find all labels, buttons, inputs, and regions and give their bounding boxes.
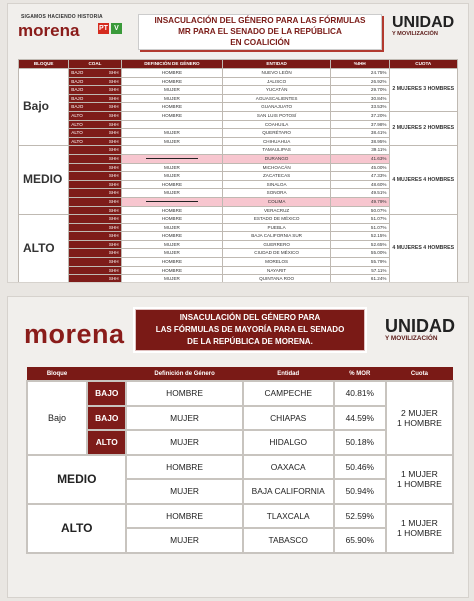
pct-cell: 51.07% bbox=[331, 215, 390, 224]
table-row bbox=[27, 504, 453, 529]
quota-cell bbox=[386, 455, 453, 504]
entity-cell: HIDALGO bbox=[243, 430, 334, 455]
gender-cell: MUJER bbox=[126, 430, 242, 455]
gender-text: HOMBRE bbox=[161, 181, 183, 187]
table-row bbox=[19, 146, 458, 155]
gender-cell bbox=[121, 86, 223, 95]
header-genero: DEFINICIÓN DE GÉNERO bbox=[121, 60, 223, 69]
level-cell: ALTO bbox=[87, 430, 126, 455]
gender-cell bbox=[121, 189, 223, 198]
coal-code: SHH bbox=[108, 78, 119, 84]
entity-cell: NUEVO LEÓN bbox=[223, 69, 331, 78]
morena-title-box bbox=[135, 309, 365, 351]
gender-text: MUJER bbox=[164, 241, 180, 247]
gender-cell bbox=[121, 137, 223, 146]
entity-cell: NAYARIT bbox=[223, 266, 331, 275]
gender-cell bbox=[121, 223, 223, 232]
entity-cell: SONORA bbox=[223, 189, 331, 198]
gender-cell bbox=[121, 146, 223, 155]
entity-cell: GUERRERO bbox=[223, 240, 331, 249]
gender-cell bbox=[121, 172, 223, 181]
pct-cell: 50.18% bbox=[334, 430, 386, 455]
header-bloque: Bloque bbox=[27, 367, 87, 381]
entity-cell: TLAXCALA bbox=[243, 504, 334, 529]
level-tag: BAJO bbox=[71, 87, 84, 93]
coal-cell bbox=[69, 249, 121, 258]
coal-cell bbox=[69, 240, 121, 249]
coal-code: SHH bbox=[108, 181, 119, 187]
level-tag: ALTO bbox=[71, 112, 83, 118]
gender-cell bbox=[121, 240, 223, 249]
entity-cell: DURANGO bbox=[223, 154, 331, 163]
gender-text: MUJER bbox=[164, 164, 180, 170]
gender-cell bbox=[121, 249, 223, 258]
coal-code: SHH bbox=[108, 216, 119, 222]
unidad-text: UNIDAD bbox=[385, 316, 455, 336]
coalition-title-box bbox=[138, 14, 382, 50]
table-row bbox=[19, 215, 458, 224]
entity-cell: CIUDAD DE MÉXICO bbox=[223, 249, 331, 258]
morena-logo: morena bbox=[18, 21, 80, 40]
coal-code: SHH bbox=[108, 207, 119, 213]
coal-cell bbox=[69, 232, 121, 241]
header-entidad: Entidad bbox=[243, 367, 334, 381]
pct-cell: 44.59% bbox=[334, 406, 386, 431]
quota-line: 1 HOMBRE bbox=[396, 528, 442, 538]
header-cuota: Cuota bbox=[386, 367, 453, 381]
gender-cell: MUJER bbox=[126, 528, 242, 553]
pct-cell: 52.15% bbox=[331, 232, 390, 241]
entity-cell: YUCATÁN bbox=[223, 86, 331, 95]
gender-text: MUJER bbox=[164, 173, 180, 179]
pct-cell: 50.07% bbox=[331, 206, 390, 215]
table-row bbox=[27, 381, 453, 406]
coal-cell bbox=[69, 129, 121, 138]
gender-text: MUJER bbox=[164, 130, 180, 136]
quota-cell bbox=[386, 504, 453, 553]
level-tag: BAJO bbox=[71, 70, 84, 75]
coal-code: SHH bbox=[108, 233, 119, 239]
gender-cell bbox=[121, 275, 223, 283]
quota-cell bbox=[386, 381, 453, 455]
coal-cell bbox=[69, 154, 121, 163]
block-label bbox=[19, 215, 69, 283]
coal-cell bbox=[69, 275, 121, 283]
coal-cell bbox=[69, 215, 121, 224]
header-pct: % MOR bbox=[334, 367, 386, 381]
pct-cell: 40.81% bbox=[334, 381, 386, 406]
gender-cell bbox=[121, 258, 223, 267]
coal-code: SHH bbox=[108, 104, 119, 110]
entity-cell: ESTADO DE MÉXICO bbox=[223, 215, 331, 224]
quota-line: 2 MUJER bbox=[401, 407, 438, 418]
entity-cell: AGUASCALIENTES bbox=[223, 94, 331, 103]
gender-text: HOMBRE bbox=[161, 216, 183, 222]
gender-text: MUJER bbox=[164, 250, 180, 256]
gender-cell bbox=[121, 103, 223, 112]
gender-text: HOMBRE bbox=[161, 233, 183, 239]
gender-text: MUJER bbox=[164, 95, 180, 101]
pct-cell: 29.70% bbox=[331, 86, 390, 95]
pct-cell: 26.92% bbox=[331, 77, 390, 86]
table-row bbox=[27, 455, 453, 480]
header-spacer bbox=[87, 367, 126, 381]
pct-cell: 52.59% bbox=[334, 504, 386, 529]
gender-cell bbox=[121, 129, 223, 138]
pct-cell: 50.94% bbox=[334, 479, 386, 504]
level-cell: BAJO bbox=[87, 406, 126, 431]
gender-cell: HOMBRE bbox=[126, 381, 242, 406]
pct-cell: 39.11% bbox=[331, 146, 390, 155]
entity-cell: OAXACA bbox=[243, 455, 334, 480]
quota-line: 1 MUJER bbox=[401, 518, 438, 528]
coal-cell bbox=[69, 189, 121, 198]
title-line: INSACULACIÓN DEL GÉNERO PARA bbox=[179, 313, 321, 322]
level-tag: ALTO bbox=[71, 138, 83, 144]
coal-code: SHH bbox=[108, 70, 119, 75]
block-label: ALTO bbox=[27, 504, 126, 553]
gender-cell bbox=[121, 163, 223, 172]
level-tag: BAJO bbox=[71, 95, 84, 101]
unidad-logo bbox=[392, 15, 454, 37]
gender-cell bbox=[121, 232, 223, 241]
entity-cell: GUANAJUATO bbox=[223, 103, 331, 112]
gender-text: MUJER bbox=[164, 138, 180, 144]
pct-cell: 48.60% bbox=[331, 180, 390, 189]
header-cuota: CUOTA bbox=[389, 60, 458, 69]
gender-text: MUJER bbox=[164, 276, 180, 282]
gender-text: HOMBRE bbox=[161, 259, 183, 265]
header-entidad: ENTIDAD bbox=[223, 60, 331, 69]
quota-cell: 4 MUJERES 4 HOMBRES bbox=[389, 146, 458, 215]
pct-cell: 55.00% bbox=[331, 249, 390, 258]
gender-cell bbox=[121, 77, 223, 86]
entity-cell: SAN LUIS POTOSÍ bbox=[223, 111, 331, 120]
entity-cell: QUINTANA ROO bbox=[223, 275, 331, 283]
level-tag: BAJO bbox=[71, 104, 84, 110]
coal-code: SHH bbox=[108, 259, 119, 265]
gender-cell: HOMBRE bbox=[126, 504, 242, 529]
quota-cell: 2 MUJERES 3 HOMBRES bbox=[389, 69, 458, 112]
block-label: Bajo bbox=[27, 381, 87, 455]
title-line: EN COALICIÓN bbox=[230, 38, 290, 47]
coal-cell bbox=[69, 180, 121, 189]
coal-code: SHH bbox=[108, 112, 119, 118]
gender-cell: MUJER bbox=[126, 479, 242, 504]
coal-code: SHH bbox=[108, 241, 119, 247]
pct-cell: 52.65% bbox=[331, 240, 390, 249]
block-label: MEDIO bbox=[27, 455, 126, 504]
entity-cell: TAMAULIPAS bbox=[223, 146, 331, 155]
coal-code: SHH bbox=[108, 164, 119, 170]
table-row bbox=[19, 69, 458, 78]
entity-cell: BAJA CALIFORNIA SUR bbox=[223, 232, 331, 241]
pct-cell: 30.84% bbox=[331, 94, 390, 103]
coal-code: SHH bbox=[108, 155, 119, 161]
block-label bbox=[19, 146, 69, 215]
gender-text: HOMBRE bbox=[161, 112, 183, 118]
gender-text: MUJER bbox=[164, 224, 180, 230]
pct-cell: 51.07% bbox=[331, 223, 390, 232]
coal-cell bbox=[69, 266, 121, 275]
level-tag: BAJO bbox=[71, 78, 84, 84]
coal-code: SHH bbox=[108, 198, 119, 204]
strikeout-line bbox=[146, 158, 198, 159]
coal-cell bbox=[69, 111, 121, 120]
coal-cell bbox=[69, 86, 121, 95]
title-line: LAS FÓRMULAS DE MAYORÍA PARA EL SENADO bbox=[155, 325, 345, 334]
pct-cell: 47.33% bbox=[331, 172, 390, 181]
block-name: MEDIO bbox=[23, 172, 63, 187]
title-line: DE LA REPÚBLICA DE MORENA. bbox=[187, 337, 313, 346]
gender-text: HOMBRE bbox=[161, 70, 183, 75]
movilizacion-text: Y MOVILIZACIÓN bbox=[392, 31, 438, 37]
block-name: Bajo bbox=[23, 99, 50, 114]
pct-cell: 24.75% bbox=[331, 69, 390, 78]
gender-text: HOMBRE bbox=[161, 78, 183, 84]
coal-code: SHH bbox=[108, 147, 119, 153]
title-line: MR PARA EL SENADO DE LA REPÚBLICA bbox=[178, 27, 342, 36]
party-logos bbox=[98, 23, 122, 34]
gender-text: HOMBRE bbox=[161, 207, 183, 213]
entity-cell: PUEBLA bbox=[223, 223, 331, 232]
entity-cell: CHIHUAHUA bbox=[223, 137, 331, 146]
gender-cell bbox=[121, 154, 223, 163]
gender-text: MUJER bbox=[164, 87, 180, 93]
morena-logo: morena bbox=[24, 319, 125, 349]
pt-logo-icon: PT bbox=[99, 25, 108, 32]
entity-cell: MICHOACÁN bbox=[223, 163, 331, 172]
unidad-logo bbox=[385, 317, 455, 342]
coal-code: SHH bbox=[108, 95, 119, 101]
gender-text: HOMBRE bbox=[161, 104, 183, 110]
coal-code: SHH bbox=[108, 267, 119, 273]
header-bloque: BLOQUE bbox=[19, 60, 69, 69]
coal-code: SHH bbox=[108, 138, 119, 144]
quota-cell: 4 MUJERES 4 HOMBRES bbox=[389, 215, 458, 283]
gender-text: MUJER bbox=[164, 190, 180, 196]
morena-table bbox=[26, 367, 454, 554]
strikeout-line bbox=[146, 201, 198, 202]
gender-cell bbox=[121, 197, 223, 206]
entity-cell: VERACRUZ bbox=[223, 206, 331, 215]
entity-cell: MORELOS bbox=[223, 258, 331, 267]
header-coal: COAL bbox=[69, 60, 121, 69]
level-tag: ALTO bbox=[71, 121, 83, 127]
coal-cell bbox=[69, 258, 121, 267]
entity-cell: CAMPECHE bbox=[243, 381, 334, 406]
gender-text: HOMBRE bbox=[161, 267, 183, 273]
gender-cell bbox=[121, 180, 223, 189]
pct-cell: 49.51% bbox=[331, 189, 390, 198]
pct-cell: 37.98% bbox=[331, 120, 390, 129]
entity-cell: QUERÉTARO bbox=[223, 129, 331, 138]
coal-code: SHH bbox=[108, 224, 119, 230]
pct-cell: 50.46% bbox=[334, 455, 386, 480]
pct-cell: 37.20% bbox=[331, 111, 390, 120]
unidad-text: UNIDAD bbox=[392, 14, 455, 31]
coal-cell bbox=[69, 103, 121, 112]
coal-code: SHH bbox=[108, 121, 119, 127]
coal-cell bbox=[69, 172, 121, 181]
gender-cell bbox=[121, 69, 223, 78]
level-tag: ALTO bbox=[71, 130, 83, 136]
header-pct: %IHH bbox=[331, 60, 390, 69]
gender-cell: HOMBRE bbox=[126, 455, 242, 480]
coal-cell bbox=[69, 120, 121, 129]
pct-cell: 57.11% bbox=[331, 266, 390, 275]
coal-cell bbox=[69, 197, 121, 206]
table-row bbox=[19, 111, 458, 120]
pct-cell: 55.79% bbox=[331, 258, 390, 267]
coal-code: SHH bbox=[108, 250, 119, 256]
movilizacion-text: Y MOVILIZACIÓN bbox=[385, 335, 438, 342]
coal-code: SHH bbox=[108, 190, 119, 196]
block-label bbox=[19, 69, 69, 146]
pct-cell: 49.79% bbox=[331, 197, 390, 206]
tagline: SIGAMOS HACIENDO HISTORIA bbox=[21, 14, 103, 20]
entity-cell: CHIAPAS bbox=[243, 406, 334, 431]
coal-cell bbox=[69, 69, 121, 78]
quota-cell: 2 MUJERES 2 HOMBRES bbox=[389, 111, 458, 145]
gender-cell bbox=[121, 266, 223, 275]
title-line: INSACULACIÓN DEL GÉNERO PARA LAS FÓRMULAS bbox=[154, 16, 366, 25]
pct-cell: 45.00% bbox=[331, 163, 390, 172]
coalition-panel bbox=[7, 3, 469, 283]
coal-code: SHH bbox=[108, 173, 119, 179]
coal-cell bbox=[69, 146, 121, 155]
entity-cell: COAHUILA bbox=[223, 120, 331, 129]
coalition-table bbox=[18, 59, 458, 283]
morena-panel bbox=[7, 296, 469, 598]
pct-cell: 33.53% bbox=[331, 103, 390, 112]
entity-cell: JALISCO bbox=[223, 77, 331, 86]
coal-code: SHH bbox=[108, 276, 119, 282]
coal-cell bbox=[69, 206, 121, 215]
entity-cell: COLIMA bbox=[223, 197, 331, 206]
coal-cell bbox=[69, 223, 121, 232]
block-name: ALTO bbox=[23, 241, 55, 256]
pvem-logo-icon: V bbox=[111, 23, 122, 34]
quota-line: 1 HOMBRE bbox=[396, 417, 442, 428]
coal-code: SHH bbox=[108, 87, 119, 93]
pct-cell: 65.90% bbox=[334, 528, 386, 553]
coal-cell bbox=[69, 163, 121, 172]
gender-cell: MUJER bbox=[126, 406, 242, 431]
header-genero: Definición de Género bbox=[126, 367, 242, 381]
pct-cell: 38.41% bbox=[331, 129, 390, 138]
coal-code: SHH bbox=[108, 130, 119, 136]
gender-cell bbox=[121, 94, 223, 103]
gender-cell bbox=[121, 215, 223, 224]
gender-cell bbox=[121, 206, 223, 215]
quota-line: 1 HOMBRE bbox=[396, 479, 442, 489]
pct-cell: 38.95% bbox=[331, 137, 390, 146]
entity-cell: BAJA CALIFORNIA bbox=[243, 479, 334, 504]
gender-cell bbox=[121, 111, 223, 120]
coal-cell bbox=[69, 94, 121, 103]
pct-cell: 61.24% bbox=[331, 275, 390, 283]
coal-cell bbox=[69, 137, 121, 146]
coal-cell bbox=[69, 77, 121, 86]
level-cell: BAJO bbox=[87, 381, 126, 406]
quota-line: 1 MUJER bbox=[401, 469, 438, 479]
entity-cell: SINALOA bbox=[223, 180, 331, 189]
gender-cell bbox=[121, 120, 223, 129]
entity-cell: TABASCO bbox=[243, 528, 334, 553]
pct-cell: 41.63% bbox=[331, 154, 390, 163]
entity-cell: ZACATECAS bbox=[223, 172, 331, 181]
